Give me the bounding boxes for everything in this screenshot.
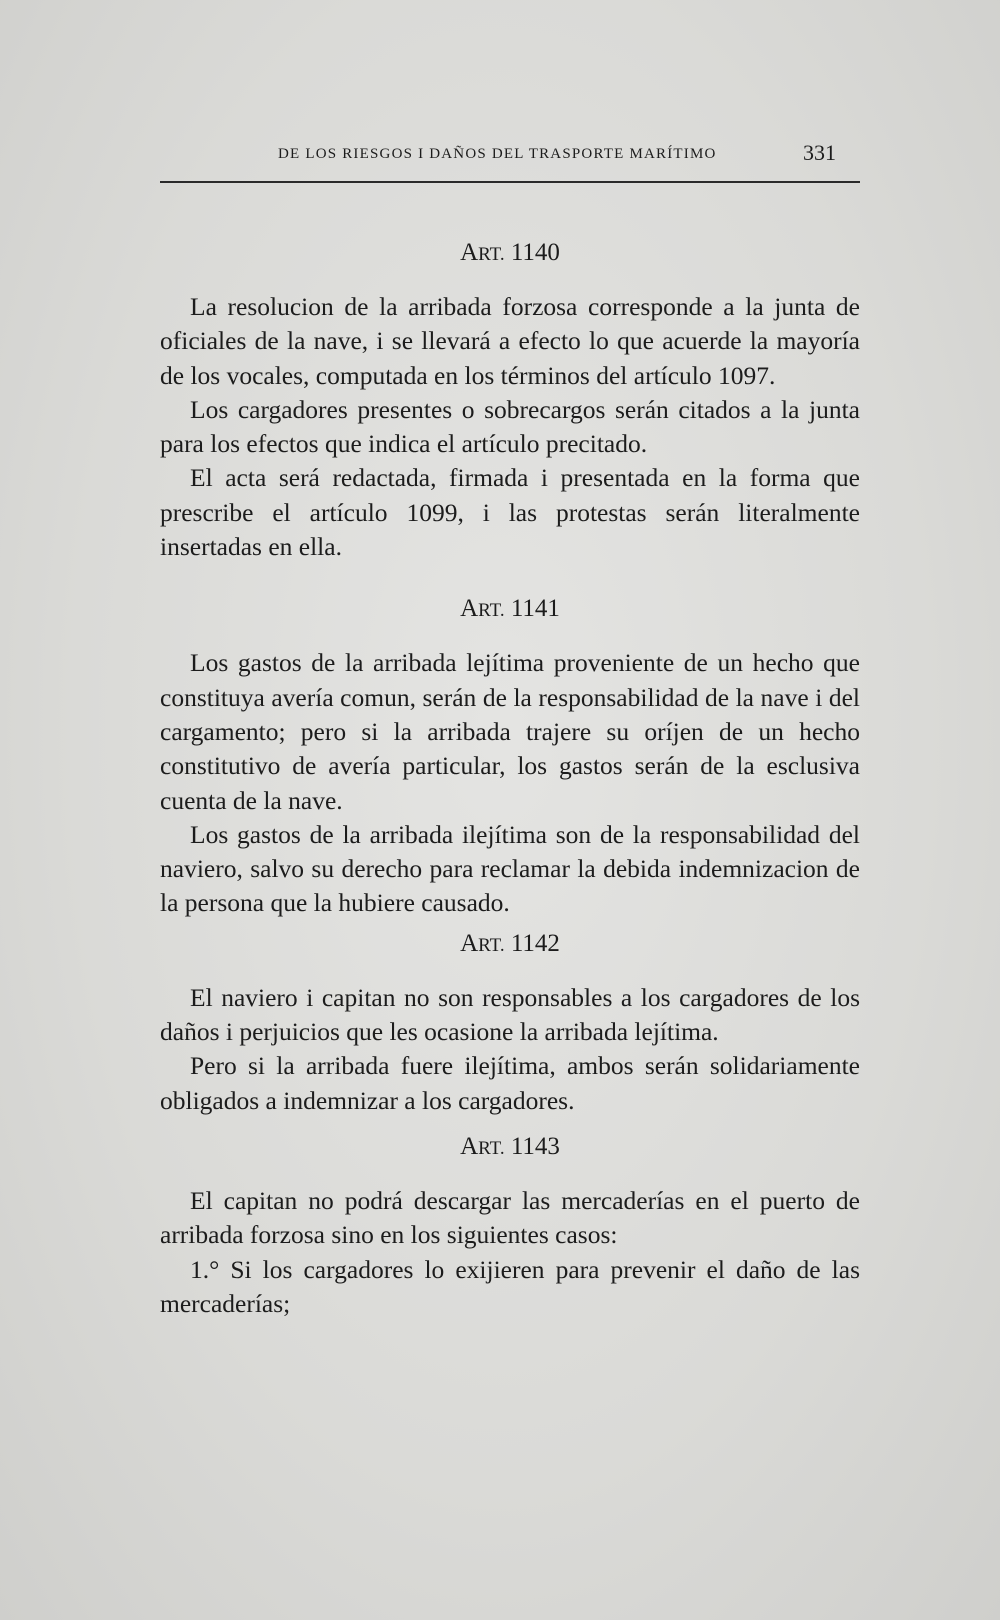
article-heading-prefix: A [460,929,479,957]
paragraph: Pero si la arribada fuere ilejítima, ambos serán solidariamente obligados a indemnizar a los cargadores. [160,1051,860,1115]
article-1141 [160,592,860,920]
article-heading-abbr: RT. [478,244,505,265]
paragraph: Los gastos de la arribada ilejítima son de la responsabilidad del naviero, salvo su derecho para reclamar la debida indemnizacion de la persona que la hubiere causado. [160,819,860,918]
article-number: 1141 [510,595,560,623]
paragraph: Los cargadores presentes o sobrecargos serán citados a la junta para los efectos que indica el artículo precitado. [160,394,860,459]
article-number: 1142 [510,929,560,957]
paragraph: Los gastos de la arribada lejítima proveniente de un hecho que constituya avería comun, serán de la responsabilidad de la nave i del cargamento; pero si la arribada trajere su oríjen de un hecho constitutivo de avería particular, los gastos serán de la esclusiva cuenta de la nave. [160,648,860,815]
paragraph: La resolucion de la arribada forzosa corresponde a la junta de oficiales de la nave, i se llevará a efecto lo que acuerde la mayoría de los vocales, computada en los términos del artículo 1097. [160,292,860,390]
running-header [160,140,840,180]
article-heading [160,236,860,270]
article-heading-abbr: RT. [478,600,505,622]
article-heading-abbr: RT. [478,934,505,956]
paragraph: 1.° Si los cargadores lo exijieren para prevenir el daño de las mercaderías; [160,1254,860,1318]
paragraph: El capitan no podrá descargar las mercaderías en el puerto de arribada forzosa sino en los siguientes casos: [160,1185,860,1250]
article-1140 [160,236,860,564]
article-heading-prefix: A [460,595,479,623]
article-heading-prefix: A [460,239,479,266]
article-number: 1143 [510,1132,560,1160]
article-heading-prefix: A [460,1132,479,1160]
article-heading-abbr: RT. [478,1137,505,1159]
article-number: 1140 [510,239,560,266]
page-number: 331 [803,140,836,165]
article-1143 [160,1130,860,1321]
header-rule [160,181,860,183]
article-heading [160,592,860,626]
page-body [160,236,860,1321]
article-1142 [160,927,860,1118]
paragraph: El acta será redactada, firmada i presentada en la forma que prescribe el artículo 1099, i las protestas serán literalmente insertadas en ella. [160,463,860,562]
article-heading [160,1130,860,1164]
running-title: DE LOS RIESGOS I DAÑOS DEL TRASPORTE MARÍTIMO [278,146,717,162]
article-heading [160,927,860,961]
paragraph: El naviero i capitan no son responsables a los cargadores de los daños i perjuicios que les ocasione la arribada lejítima. [160,982,860,1047]
